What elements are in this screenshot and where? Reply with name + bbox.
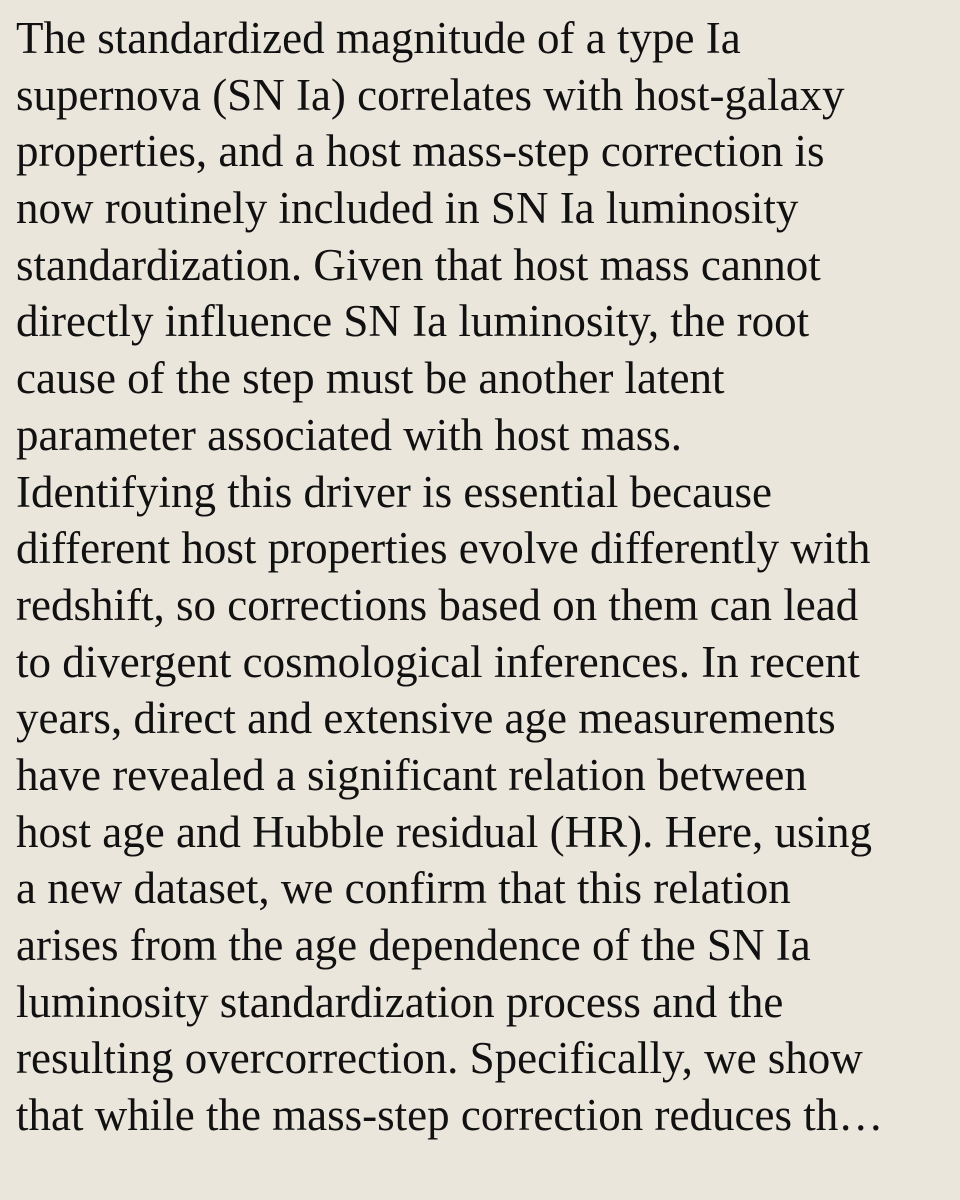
- text-line: arises from the age dependence of the SN Ia: [16, 920, 811, 970]
- text-line: to divergent cosmological inferences. In recent: [16, 636, 860, 687]
- text-line: luminosity standardization process and the: [16, 976, 784, 1027]
- text-line: directly influence SN Ia luminosity, the root: [16, 296, 810, 347]
- text-line: host age and Hubble residual (HR). Here, using: [16, 806, 873, 857]
- text-line: parameter associated with host mass.: [16, 409, 683, 460]
- text-line: supernova (SN Ia) correlates with host-galaxy: [16, 69, 845, 120]
- text-line: The standardized magnitude of a type Ia: [16, 13, 741, 63]
- text-line: now routinely included in SN Ia luminosity: [16, 183, 799, 234]
- text-line: standardization. Given that host mass cannot: [16, 239, 821, 290]
- text-line: cause of the step must be another latent: [16, 353, 725, 404]
- text-line: Identifying this driver is essential because: [16, 466, 773, 517]
- text-line: have revealed a significant relation between: [16, 749, 807, 800]
- text-line: resulting overcorrection. Specifically, we show: [16, 1033, 863, 1084]
- text-line: redshift, so corrections based on them can lead: [16, 579, 859, 630]
- text-line: years, direct and extensive age measurements: [16, 693, 836, 744]
- text-line: a new dataset, we confirm that this relation: [16, 863, 791, 914]
- text-line: properties, and a host mass-step correction is: [16, 126, 825, 177]
- text-line: that while the mass-step correction reduces th…: [16, 1090, 884, 1141]
- text-line: different host properties evolve differently with: [16, 523, 871, 574]
